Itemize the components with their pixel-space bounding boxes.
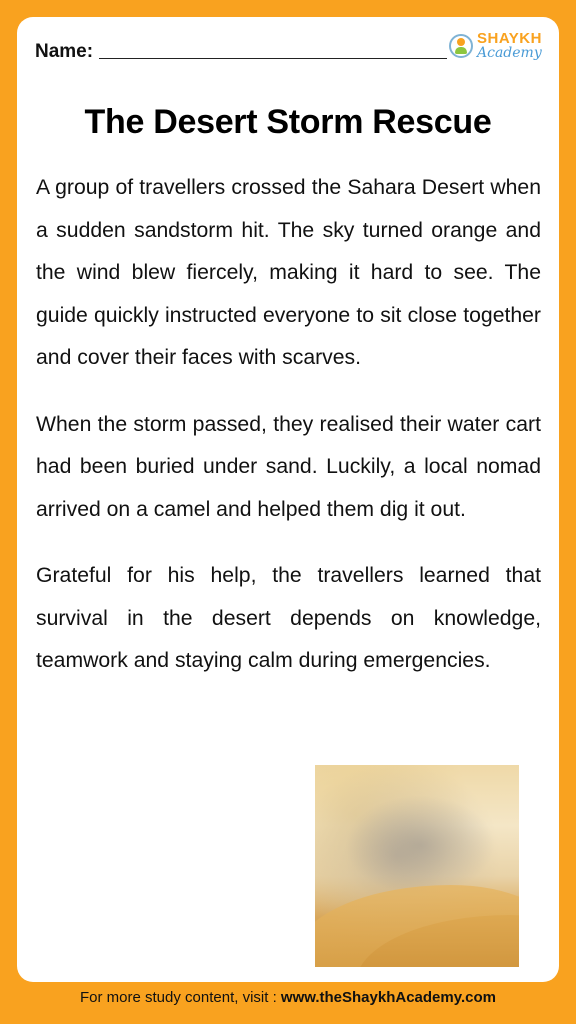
name-write-line	[99, 58, 447, 59]
worksheet-page	[17, 17, 559, 982]
desert-storm-illustration	[315, 765, 519, 967]
name-label: Name:	[35, 41, 94, 62]
story-body	[36, 167, 541, 707]
story-paragraph-1: A group of travellers crossed the Sahara Desert when a sudden sandstorm hit. The sky turned orange and the wind blew fiercely, making it hard to see. The guide quickly instructed everyone to sit close together and cover their faces with scarves.	[36, 176, 541, 369]
footer-website-link[interactable]: www.theShaykhAcademy.com	[280, 989, 496, 1006]
academy-logo-icon	[449, 34, 473, 58]
name-field-row	[35, 41, 447, 63]
logo-brand-bottom: Academy	[477, 45, 542, 61]
story-title: The Desert Storm Rescue	[84, 103, 492, 141]
dust-haze	[345, 795, 495, 895]
footer	[0, 989, 576, 1006]
shaykh-academy-logo	[449, 31, 542, 60]
logo-brand-top: SHAYKH	[477, 30, 542, 47]
story-paragraph-3: Grateful for his help, the travellers learned that survival in the desert depends on knowledge, teamwork and staying calm during emergencies.	[36, 564, 541, 672]
story-paragraph-2: When the storm passed, they realised their water cart had been buried under sand. Luckily, a local nomad arrived on a camel and helped them dig it out.	[36, 412, 541, 521]
footer-prefix: For more study content, visit :	[80, 989, 281, 1006]
